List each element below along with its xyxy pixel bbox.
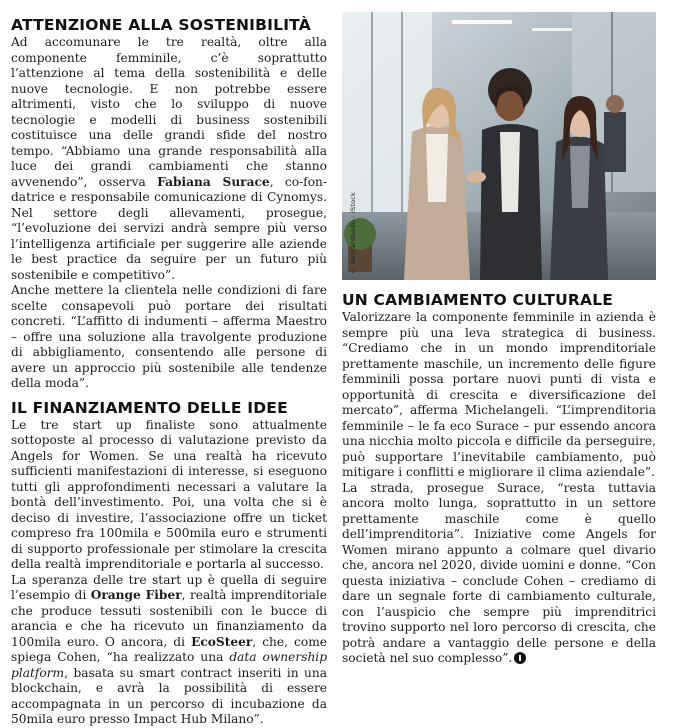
photo-credit: © bernardbodo - iStock: [349, 191, 357, 274]
section-heading-cambiamento: UN CAMBIAMENTO CULTURALE: [342, 291, 614, 309]
bold-name: Orange Fiber: [90, 588, 182, 602]
paragraph-strada: [342, 481, 656, 667]
left-column: [11, 0, 327, 728]
photo-businesswomen: [342, 12, 656, 280]
section-heading-sostenibilita: ATTENZIONE ALLA SOSTENIBILITÀ: [11, 16, 311, 34]
right-column: [342, 0, 656, 667]
paragraph-strada-text: La strada, prosegue Surace, “resta tuttavia ancora molto lunga, soprattutto in un settore prettamente maschile come è quello dell’imprenditoria”. Iniziative come Angels for Women mirano appunto a colmare quel divario che, ancora nel 2020, divide uomini e donne. “Con questa iniziativa – conclude Cohen – crediamo di dare un segnale forte di cambiamento culturale, con l’auspicio che sempre più imprenditrici trovino supporto nel loro percorso di crescita, che potrà andare a vantaggio delle persone e della società nel suo complesso”.: [342, 480, 656, 665]
bold-name: Fabiana Surace: [157, 174, 270, 189]
end-of-article-icon: [514, 652, 526, 664]
section-heading-finanziamento: IL FINANZIAMENTO DELLE IDEE: [11, 398, 288, 417]
paragraph-valutazione: Le tre start up finaliste sono attualmente sottoposte al processo di valutazione previsto da Angels for Women. Se una realtà ha ricevuto sufficienti manifestazioni di interesse, si eseguono tutti gli approfondimenti necessari a valutare la bontà dell’investimento. Poi, una volta che si è deciso di investire, l’associazione offre un ticket compreso fra 100mila e 500mila euro e strumenti di supporto professionale per stimolare la crescita della realtà imprenditoriale e portarla al successo.: [11, 417, 327, 571]
italic-term: data ownership platform: [11, 650, 327, 680]
bold-name: EcoSteer: [191, 634, 253, 649]
paragraph-sostenibilita: Ad accomunare le tre realtà, oltre alla componente femminile, c’è soprattutto l’attenzione al tema della sostenibilità e delle nuove tecnologie. E non potrebbe essere altrimenti, visto che lo sviluppo di nuove tecnologie e modelli di business sostenibili costituisce una delle grandi sfide del nostro tempo. “Abbiamo una grande responsabilità alla luce dei grandi cambiamenti che stanno avvenendo”, osserva Fabiana Surace, co-fondatrice e responsabile comunicazione di Cynomys. Nel settore degli allevamenti, prosegue, “l’evoluzione dei servizi andrà sempre più verso l’intelligenza artificiale per suggerire alle aziende le best practice da seguire per un futuro più sostenibile e competitivo”.: [11, 35, 328, 282]
photo-illustration: [342, 12, 656, 280]
paragraph-speranza: La speranza delle tre start up è quella di seguire l’esempio di Orange Fiber, realtà imprenditoriale che produce tessuti sostenibili con le bucce di arancia e che ha ricevuto un finanziamento da 100mila euro. O ancora, di EcoSteer, che, come spiega Cohen, “ha realizzato una data ownership platform, basata su smart contract inseriti in una blockchain, e avrà la possibilità di essere accompagnata in un percorso di incubazione da 50mila euro presso Impact Hub Milano”.: [11, 572, 328, 726]
paragraph-clientela: Anche mettere la clientela nelle condizioni di fare scelte consapevoli può portare dei risultati concreti. “L’affitto di indumenti – afferma Maestro – offre una soluzione alla travolgente produzione di abbigliamento, consentendo alle persone di avere un approccio più sostenibile alle tendenze della moda”.: [11, 283, 327, 390]
paragraph-valorizzare: Valorizzare la componente femminile in azienda è sempre più una leva strategica di business. “Crediamo che in un mondo imprenditoriale prettamente maschile, un incremento delle figure femminili possa portare nuovi punti di vista e opportunità di crescita e diversificazione del mercato”, afferma Michelangeli. “L’imprenditoria femminile – le fa eco Surace – pur essendo ancora una nicchia molto piccola e difficile da perseguire, può supportare l’inevitabile cambiamento, può mitigare i conflitti e migliorare il clima aziendale”.: [342, 310, 656, 479]
